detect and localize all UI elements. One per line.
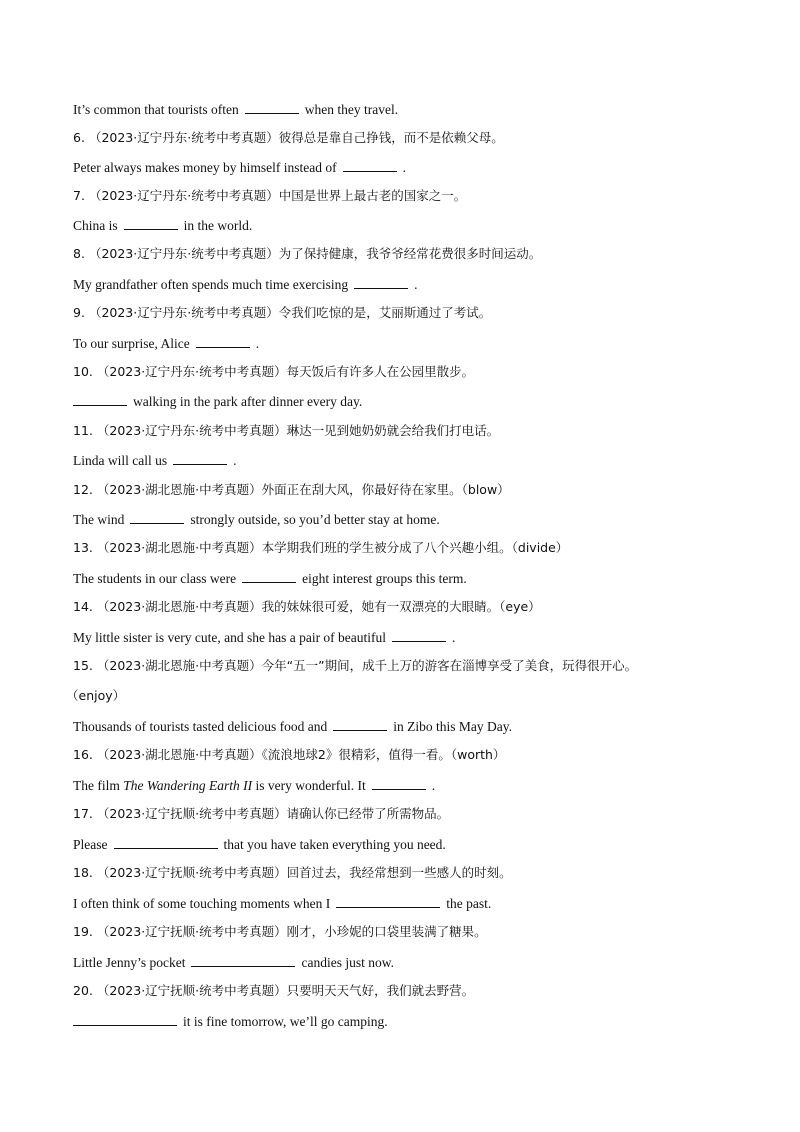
question-13: 13. （2023·湖北恩施·中考真题）本学期我们班的学生被分成了八个兴趣小组。（divide） bbox=[73, 540, 569, 555]
answer-blank[interactable] bbox=[354, 275, 408, 289]
answer-line-9: To our surprise, Alice . bbox=[73, 336, 260, 351]
question-12: 12. （2023·湖北恩施·中考真题）外面正在刮大风，你最好待在家里。（blow） bbox=[73, 482, 510, 497]
answer-line-18: I often think of some touching moments when I the past. bbox=[73, 896, 492, 911]
answer-blank[interactable] bbox=[124, 216, 178, 230]
answer-blank[interactable] bbox=[196, 334, 250, 348]
answer-blank[interactable] bbox=[372, 776, 426, 790]
question-19: 19. （2023·辽宁抚顺·统考中考真题）刚才，小珍妮的口袋里装满了糖果。 bbox=[73, 924, 487, 939]
question-14: 14. （2023·湖北恩施·中考真题）我的妹妹很可爱，她有一双漂亮的大眼睛。（eye） bbox=[73, 599, 541, 614]
answer-line-19: Little Jenny’s pocket candies just now. bbox=[73, 955, 394, 970]
answer-line-13: The students in our class were eight interest groups this term. bbox=[73, 571, 467, 586]
question-6: 6. （2023·辽宁丹东·统考中考真题）彼得总是靠自己挣钱，而不是依赖父母。 bbox=[73, 130, 504, 145]
answer-blank[interactable] bbox=[333, 717, 387, 731]
answer-line-10: walking in the park after dinner every day. bbox=[73, 392, 760, 411]
answer-line-16: The film The Wandering Earth II is very wonderful. It . bbox=[73, 778, 436, 793]
answer-blank[interactable] bbox=[173, 451, 227, 465]
answer-line-6: Peter always makes money by himself instead of . bbox=[73, 160, 406, 175]
question-16: 16. （2023·湖北恩施·中考真题）《流浪地球2》很精彩，值得一看。（worth） bbox=[73, 747, 506, 762]
answer-blank[interactable] bbox=[130, 510, 184, 524]
question-8: 8. （2023·辽宁丹东·统考中考真题）为了保持健康，我爷爷经常花费很多时间运动。 bbox=[73, 246, 542, 261]
question-15-hint: （enjoy） bbox=[66, 688, 126, 703]
answer-line-8: My grandfather often spends much time exercising . bbox=[73, 277, 418, 292]
question-17: 17. （2023·辽宁抚顺·统考中考真题）请确认你已经带了所需物品。 bbox=[73, 806, 450, 821]
answer-blank[interactable] bbox=[73, 1012, 177, 1026]
answer-blank[interactable] bbox=[191, 953, 295, 967]
answer-blank[interactable] bbox=[114, 835, 218, 849]
answer-blank[interactable] bbox=[73, 392, 127, 406]
question-15: 15. （2023·湖北恩施·中考真题）今年“五一”期间，成千上万的游客在淄博享受了美食，玩得很开心。 bbox=[73, 658, 638, 673]
answer-line-11: Linda will call us . bbox=[73, 453, 237, 468]
question-18: 18. （2023·辽宁抚顺·统考中考真题）回首过去，我经常想到一些感人的时刻。 bbox=[73, 865, 512, 880]
answer-line-17: Please that you have taken everything you need. bbox=[73, 837, 446, 852]
question-7: 7. （2023·辽宁丹东·统考中考真题）中国是世界上最古老的国家之一。 bbox=[73, 188, 467, 203]
answer-blank[interactable] bbox=[242, 569, 296, 583]
answer-blank[interactable] bbox=[343, 158, 397, 172]
answer-line-20: it is fine tomorrow, we’ll go camping. bbox=[73, 1012, 760, 1031]
answer-line-5: It’s common that tourists often when they travel. bbox=[73, 102, 399, 117]
answer-blank[interactable] bbox=[245, 100, 299, 114]
question-11: 11. （2023·辽宁丹东·统考中考真题）琳达一见到她奶奶就会给我们打电话。 bbox=[73, 423, 500, 438]
answer-line-7: China is in the world. bbox=[73, 218, 253, 233]
question-20: 20. （2023·辽宁抚顺·统考中考真题）只要明天天气好，我们就去野营。 bbox=[73, 983, 475, 998]
answer-line-12: The wind strongly outside, so you’d better stay at home. bbox=[73, 512, 440, 527]
answer-blank[interactable] bbox=[336, 894, 440, 908]
question-9: 9. （2023·辽宁丹东·统考中考真题）令我们吃惊的是，艾丽斯通过了考试。 bbox=[73, 305, 492, 320]
question-10: 10. （2023·辽宁丹东·统考中考真题）每天饭后有许多人在公园里散步。 bbox=[73, 364, 475, 379]
answer-line-15: Thousands of tourists tasted delicious food and in Zibo this May Day. bbox=[73, 719, 512, 734]
answer-blank[interactable] bbox=[392, 628, 446, 642]
answer-line-14: My little sister is very cute, and she has a pair of beautiful . bbox=[73, 630, 456, 645]
